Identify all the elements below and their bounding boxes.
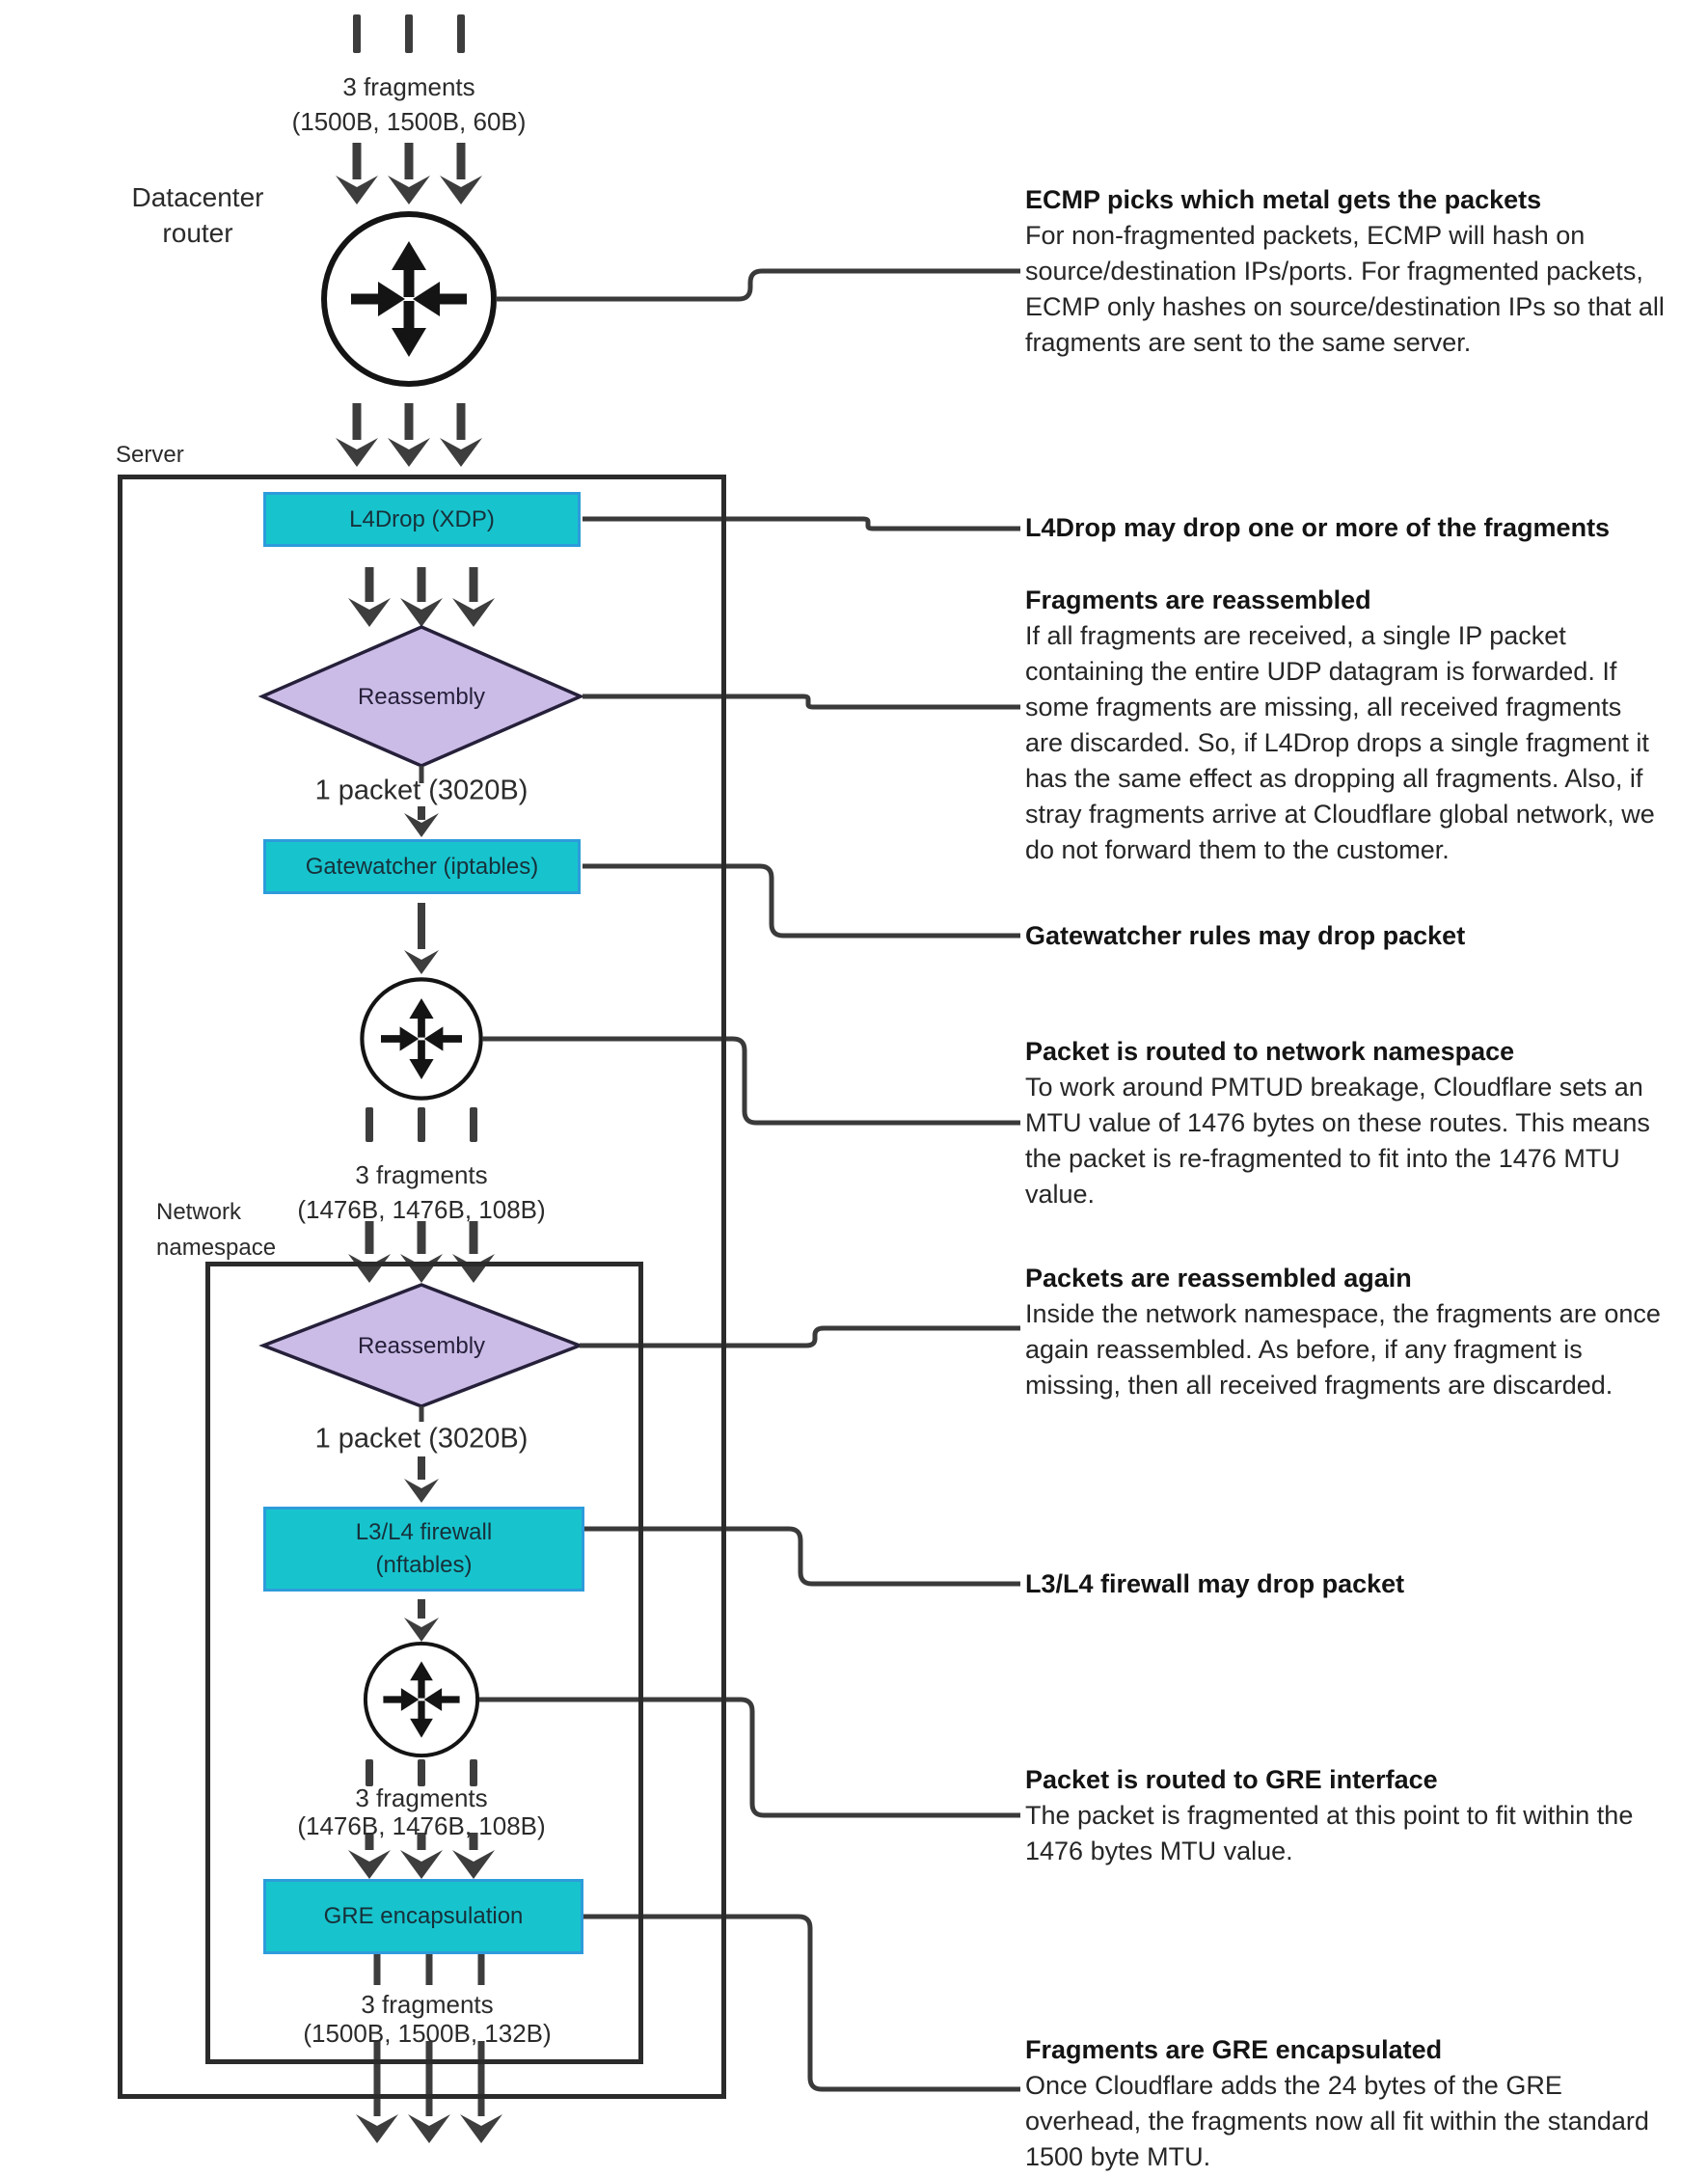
gre-out-fragments-title: 3 fragments xyxy=(361,1990,494,2019)
annotation-line: source/destination IPs/ports. For fragmented packets, xyxy=(1025,257,1643,286)
annotation-line: has the same effect as dropping all fragments. Also, if xyxy=(1025,764,1643,793)
annotation-line: missing, then all received fragments are discarded. xyxy=(1025,1371,1613,1400)
annotation-line: If all fragments are received, a single IP packet xyxy=(1025,621,1566,650)
l4drop-box xyxy=(263,492,581,547)
gatewatcher-box xyxy=(263,839,581,894)
l4drop-label: L4Drop (XDP) xyxy=(349,505,495,532)
gre-in-fragments-title: 3 fragments xyxy=(355,1783,488,1812)
annotation-line: again reassembled. As before, if any fragment is xyxy=(1025,1335,1583,1364)
annotation-line: some fragments are missing, all received fragments xyxy=(1025,693,1622,721)
annotation-line: MTU value of 1476 bytes on these routes. This means xyxy=(1025,1108,1650,1137)
annotation-line: ECMP only hashes on source/destination IPs so that all xyxy=(1025,292,1665,321)
annotation-line: For non-fragmented packets, ECMP will hash on xyxy=(1025,221,1586,250)
network-namespace-label xyxy=(156,1194,276,1265)
annotation-line: To work around PMTUD breakage, Cloudflare sets an xyxy=(1025,1073,1643,1102)
annotation-line: Once Cloudflare adds the 24 bytes of the GRE xyxy=(1025,2071,1562,2100)
packet1-label: 1 packet (3020B) xyxy=(314,775,529,806)
annotation-firewall xyxy=(1025,1566,1404,1602)
gre-encapsulation-box xyxy=(263,1879,583,1954)
gre-encapsulation-label: GRE encapsulation xyxy=(323,1903,524,1929)
mid-fragments-title: 3 fragments xyxy=(355,1160,488,1189)
annotation-title: Packet is routed to GRE interface xyxy=(1025,1765,1438,1794)
mid-fragments-sizes: (1476B, 1476B, 108B) xyxy=(297,1195,546,1224)
l3l4-firewall-box xyxy=(263,1507,584,1592)
server-label: Server xyxy=(116,442,184,468)
annotation-title: L4Drop may drop one or more of the fragments xyxy=(1025,513,1611,542)
annotation-line: do not forward them to the customer. xyxy=(1025,835,1450,864)
arrows-router-to-server xyxy=(336,403,482,467)
arrows-into-datacenter-router xyxy=(336,143,482,204)
connector-ecmp xyxy=(496,271,1020,299)
annotation-ecmp xyxy=(1025,182,1665,361)
packet2-label: 1 packet (3020B) xyxy=(314,1423,529,1455)
top-fragments-sizes: (1500B, 1500B, 60B) xyxy=(291,107,527,136)
annotation-line: 1500 byte MTU. xyxy=(1025,2142,1211,2171)
reassembly1-label: Reassembly xyxy=(357,684,486,710)
network-namespace-label-line1: Network xyxy=(156,1199,242,1225)
l3l4-firewall-label-line1: L3/L4 firewall xyxy=(355,1519,493,1545)
annotation-line: the packet is re-fragmented to fit into the 1476 MTU xyxy=(1025,1144,1620,1173)
annotation-title: Fragments are GRE encapsulated xyxy=(1025,2035,1443,2064)
annotation-title: L3/L4 firewall may drop packet xyxy=(1025,1569,1405,1598)
annotation-title: Fragments are reassembled xyxy=(1025,585,1371,614)
top-fragments-title: 3 fragments xyxy=(342,72,475,101)
datacenter-router-label-line2: router xyxy=(162,218,233,248)
annotation-reassembled-again xyxy=(1025,1261,1661,1403)
annotation-title: ECMP picks which metal gets the packets xyxy=(1025,185,1542,214)
annotation-line: The packet is fragmented at this point to fit within the xyxy=(1025,1801,1634,1830)
annotation-line: overhead, the fragments now all fit within the standard xyxy=(1025,2107,1649,2136)
annotation-line: are discarded. So, if L4Drop drops a single fragment it xyxy=(1025,728,1649,757)
annotation-title: Packets are reassembled again xyxy=(1025,1264,1412,1293)
network-namespace-label-line2: namespace xyxy=(156,1235,277,1261)
annotation-line: Inside the network namespace, the fragments are once xyxy=(1025,1299,1661,1328)
annotation-gre-route xyxy=(1025,1762,1633,1869)
gatewatcher-label: Gatewatcher (iptables) xyxy=(305,853,539,880)
gre-in-fragments-sizes: (1476B, 1476B, 108B) xyxy=(297,1811,546,1840)
gre-out-fragments-sizes: (1500B, 1500B, 132B) xyxy=(303,2019,552,2048)
annotation-l4drop xyxy=(1025,510,1610,546)
annotation-line: stray fragments arrive at Cloudflare global network, we xyxy=(1025,800,1655,829)
annotation-line: containing the entire UDP datagram is forwarded. If xyxy=(1025,657,1617,686)
annotation-line: fragments are sent to the same server. xyxy=(1025,328,1472,357)
l3l4-firewall-label-line2: (nftables) xyxy=(375,1552,473,1578)
annotation-title: Gatewatcher rules may drop packet xyxy=(1025,921,1466,950)
annotation-reassembled xyxy=(1025,583,1655,868)
annotation-gatewatcher xyxy=(1025,918,1465,954)
datacenter-router-label xyxy=(101,179,294,251)
annotation-line: value. xyxy=(1025,1180,1096,1209)
reassembly2-label: Reassembly xyxy=(357,1333,486,1359)
annotation-line: 1476 bytes MTU value. xyxy=(1025,1837,1293,1865)
top-fragment-ticks xyxy=(353,14,465,53)
annotation-gre-encap xyxy=(1025,2032,1649,2175)
datacenter-router-label-line1: Datacenter xyxy=(131,182,264,212)
annotation-namespace-route xyxy=(1025,1034,1650,1212)
annotation-title: Packet is routed to network namespace xyxy=(1025,1037,1515,1066)
datacenter-router-icon xyxy=(324,214,494,384)
